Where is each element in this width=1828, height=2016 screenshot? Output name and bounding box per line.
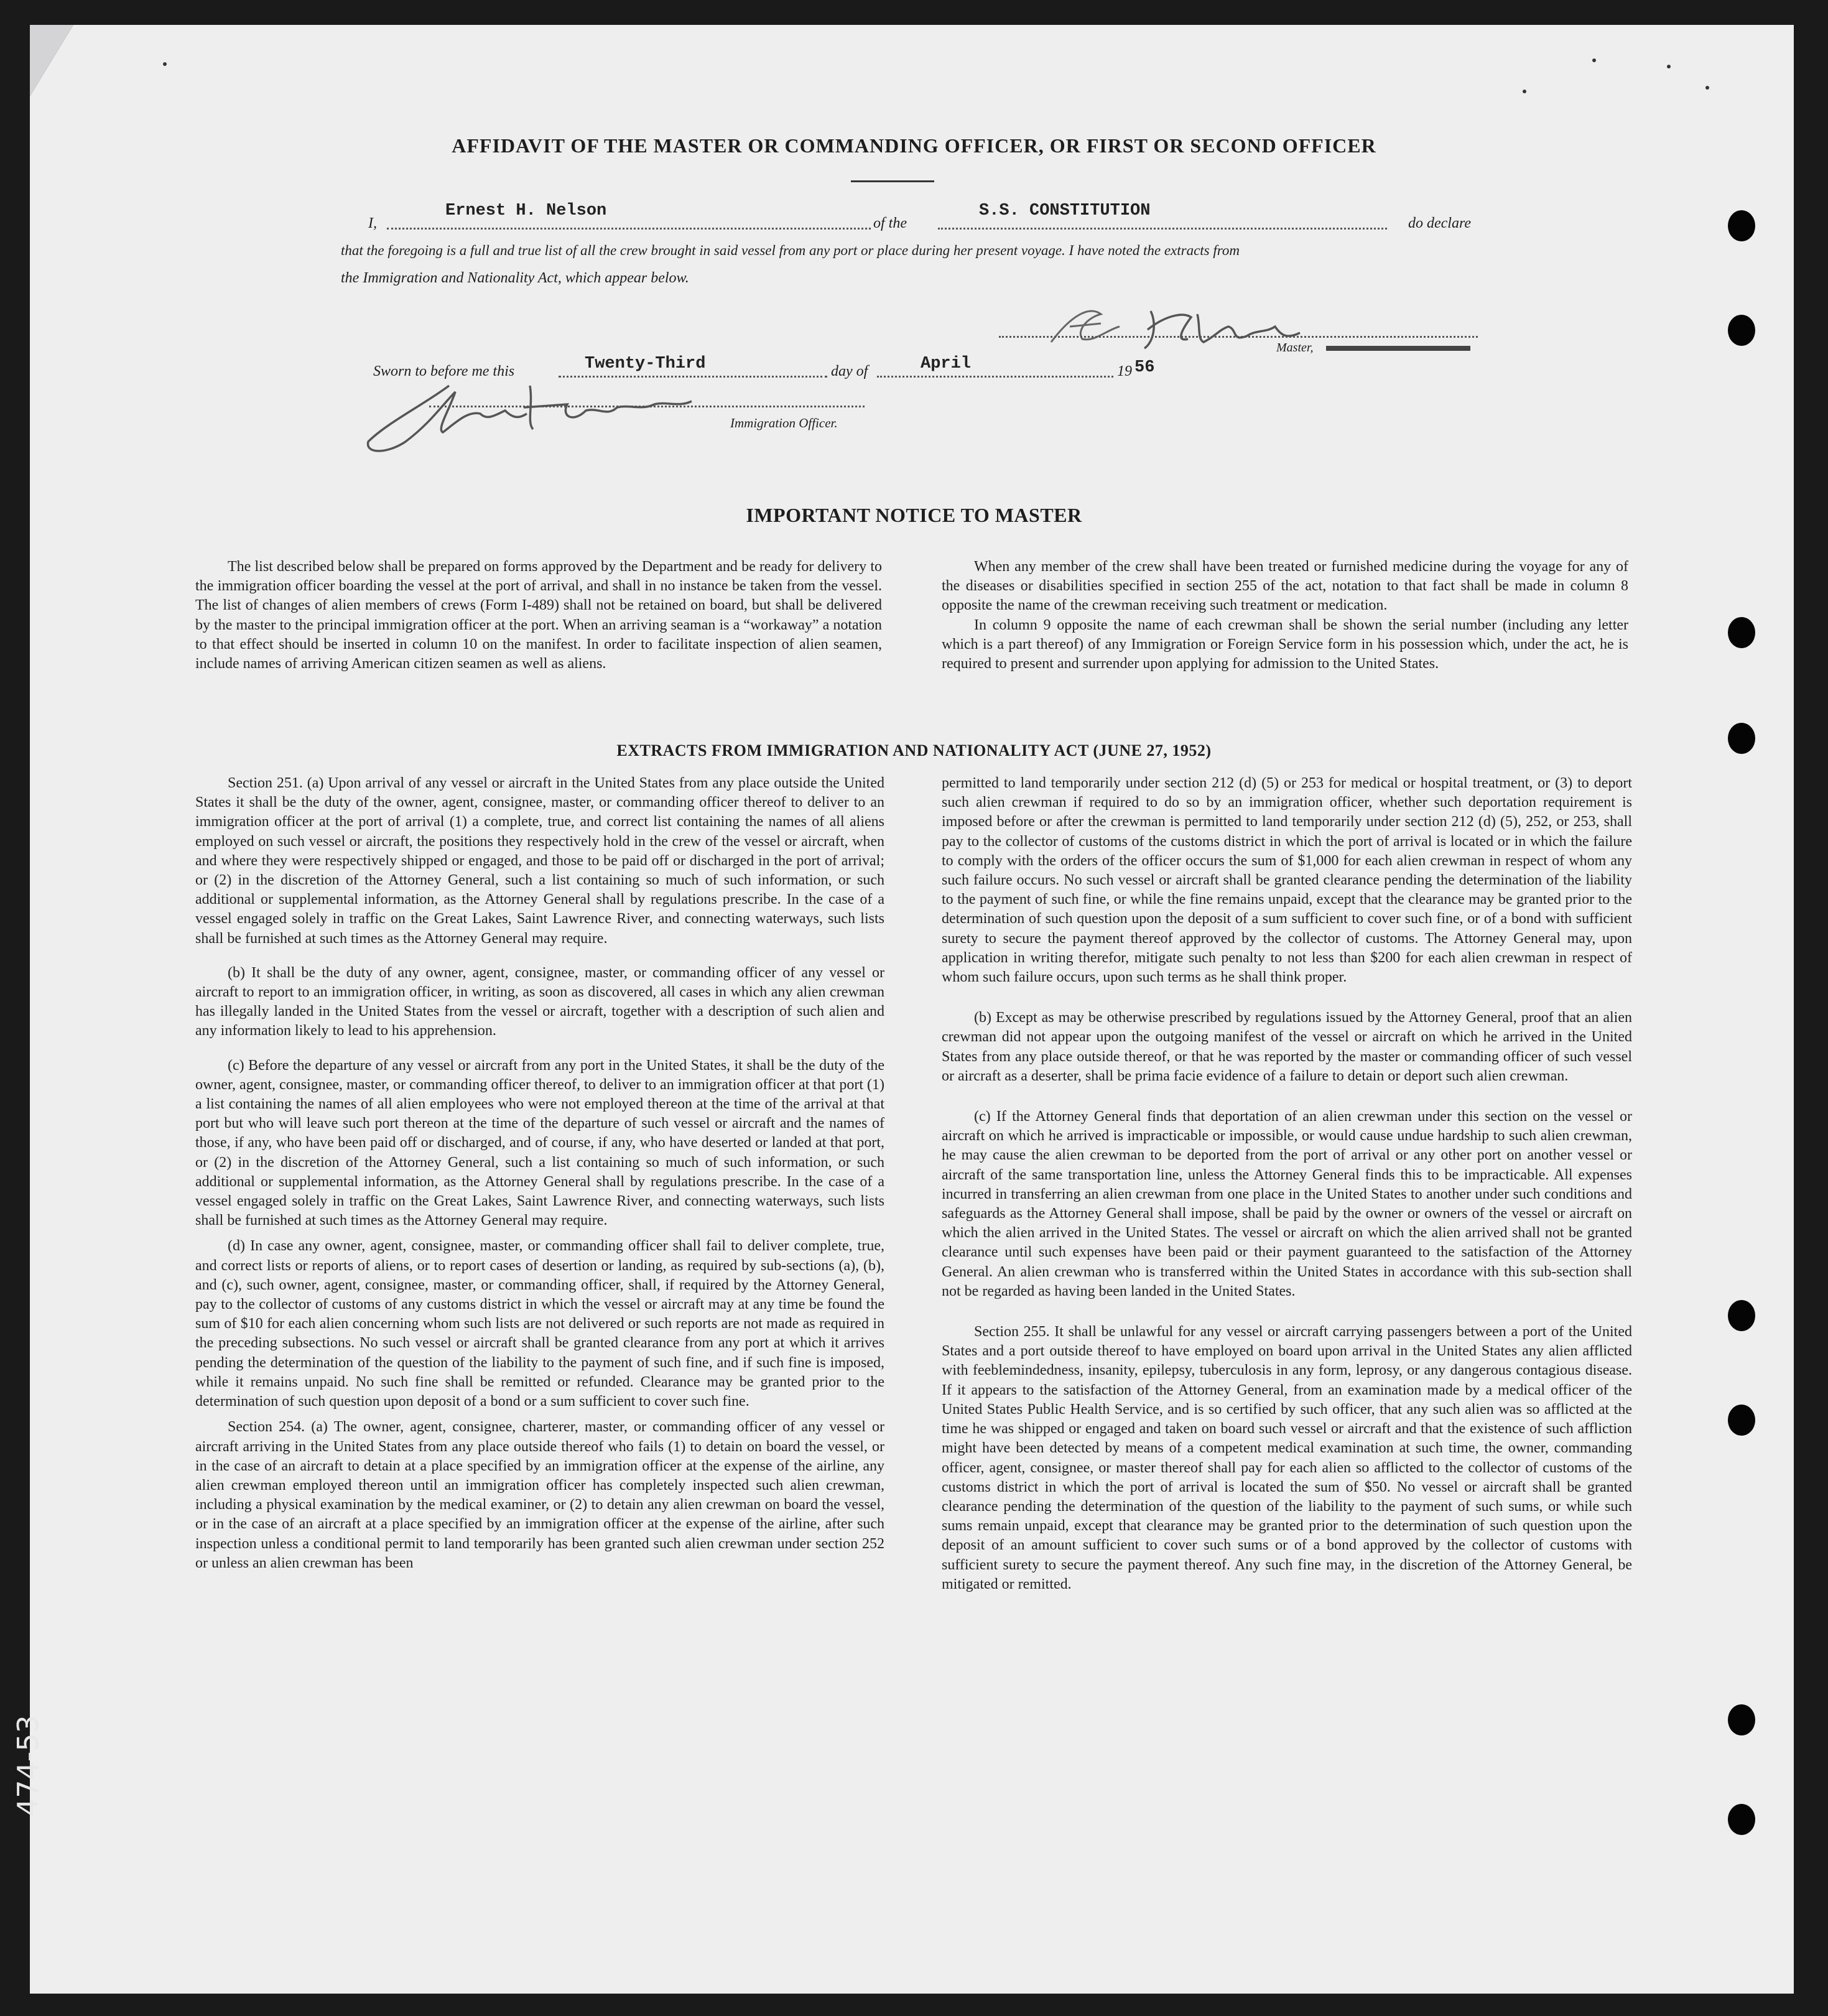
speck xyxy=(1523,90,1526,93)
speck xyxy=(1667,65,1671,68)
notice-left-paragraph: The list described below shall be prepared on forms approved by the Department and be ready for delivery to the immigration officer boarding the vessel at the port of arrival, and shall in no instance be taken from the vessel. The list of changes of alien members of crews (Form I-489) shall not be retained on board, but shall be delivered by the master to the principal immigration officer at the port. When an arriving seaman is a “workaway” a notation to that effect should be inserted in column 10 on the manifest. In order to facilitate inspection of alien seamen, include names of arriving American citizen seamen as well as aliens. xyxy=(195,559,882,672)
declaration-line-2: the Immigration and Nationality Act, which appear below. xyxy=(341,270,689,286)
sworn-day-field[interactable]: Twenty-Third xyxy=(585,355,706,373)
section-254b: (b) Except as may be otherwise prescribed by regulations issued by the Attorney General, proof that an alien crewman did not appear upon the outgoing manifest of the vessel or aircraft on which he arrived in the United States from any place outside thereof, or that he was reported by the master or commanding officer of such vessel or aircraft as a deserter, shall be prima facie evidence of a failure to detain or deport such alien crewman. xyxy=(942,1010,1632,1084)
year-field[interactable]: 56 xyxy=(1134,358,1155,377)
extracts-title: EXTRACTS FROM IMMIGRATION AND NATIONALITY ACT (JUNE 27, 1952) xyxy=(616,741,1212,759)
punch-hole xyxy=(1728,210,1755,241)
extracts-left-column xyxy=(195,774,884,1573)
punch-hole xyxy=(1728,617,1755,648)
section-251b: (b) It shall be the duty of any owner, agent, consignee, master, or commanding officer of any vessel or aircraft to report to an immigration officer, in writing, as soon as discovered, all cases in which any alien crewman has illegally landed in the United States from the vessel or aircraft, together with a description of such alien and any information likely to lead to his apprehension. xyxy=(195,964,884,1039)
i-label: I, xyxy=(368,215,377,231)
of-the-label: of the xyxy=(873,215,907,231)
year-prefix: 19 xyxy=(1117,363,1132,379)
section-251d: (d) In case any owner, agent, consignee, master, or commanding officer shall fail to deliver complete, true, and correct lists or reports of aliens, or to report cases of desertion or landing, as required by sub-sections (a), (b), and (c), such owner, agent, consignee, master, or commanding officer, shall, if required by the Attorney General, pay to the collector of customs of any customs district in which the vessel or aircraft may at any time be found the sum of $10 for each alien concerning whom such lists are not delivered or such reports are not made as required in the preceding subsections. No such vessel or aircraft shall be granted clearance from any port at which it arrives pending the determination of the question of the liability to the payment of such fine, and if such fine is imposed, while it remains unpaid. No such fine shall be remitted or refunded. Clearance may be granted prior to the determination of such question upon deposit of a bond or a sum sufficient to cover such fine. xyxy=(195,1238,884,1410)
day-of-label: day of xyxy=(831,363,868,379)
section-254a-continued: permitted to land temporarily under section 212 (d) (5) or 253 for medical or hospital treatment, or (3) to deport such alien crewman if required to do so by an immigration officer, whether such deportation requirement is imposed before or after the crewman is permitted to land temporarily under section 212 (d) (5), 252, or 253, shall pay to the collector of customs of the customs district in which the port of arrival is located or in which the failure to comply with the orders of the officer occurs the sum of $1,000 for each alien crewman in respect of whom any such failure occurs. No such vessel or aircraft shall be granted clearance pending the determination of the liability to the payment of such fine, or while the fine remains unpaid, except that the clearance may be granted prior to the determination of such question upon the deposit of a sum sufficient to cover such fine, or of a bond with sufficient surety to secure the payment thereof approved by the collector of customs. The Attorney General may, upon application in writing therefor, mitigate such penalty to not less than $200 for each alien crewman in respect of whom such failure occurs, upon such terms as he shall think proper. xyxy=(942,775,1632,986)
punch-hole xyxy=(1728,1704,1755,1735)
notice-right-column xyxy=(942,557,1628,674)
speck xyxy=(1705,86,1709,90)
officer-label: Immigration Officer. xyxy=(730,416,838,430)
punch-hole xyxy=(1728,1405,1755,1436)
struck-out-text xyxy=(1326,346,1470,351)
master-label: Master, xyxy=(1276,341,1314,355)
notice-left-column xyxy=(195,557,882,674)
month-field[interactable]: April xyxy=(921,355,972,373)
section-251c: (c) Before the departure of any vessel or aircraft from any port in the United States, it shall be the duty of the owner, agent, consignee, master, or commanding officer thereof, to deliver to an immigration officer at that port (1) a list containing the names of all alien employees who were not employed thereon at the time of the arrival at that port but who will leave such port thereon at the time of the departure of such vessel or aircraft and the names of those, if any, who have been paid off or discharged, and of course, if any, who have deserted or landed at that port, or (2) in the discretion of the Attorney General, such a list containing so much of such information, or such additional or supplemental information, as the Attorney General shall by regulations prescribe. In the case of a vessel engaged solely in traffic on the Great Lakes, Saint Lawrence River, and connecting waterways, such lists shall be furnished at such times as the Attorney General may require. xyxy=(195,1057,884,1229)
master-name-field[interactable]: Ernest H. Nelson xyxy=(445,202,607,220)
punch-hole xyxy=(1728,1300,1755,1331)
margin-handwritten-note: 474-53 xyxy=(11,1715,45,1816)
officer-signature-icon xyxy=(362,373,760,460)
speck xyxy=(163,62,167,66)
vessel-line xyxy=(938,228,1387,230)
section-255: Section 255. It shall be unlawful for any vessel or aircraft carrying passengers between a port of the United States and a port outside thereof to have employed on board upon arrival in the United States any alien afflicted with feeblemindedness, insanity, epilepsy, tuberculosis in any form, leprosy, or any dangerous contagious disease. If it appears to the satisfaction of the Attorney General, from an examination made by a medical officer of the United States Public Health Service, and is so certified by such officer, that any such alien was so afflicted at the time he was shipped or engaged and taken on board such vessel or aircraft and that the existence of such affliction might have been detected by means of a competent medical examination at such time, the owner, commanding officer, agent, consignee, or master thereof shall pay for each alien so afflicted to the collector of customs of the customs district in which the port of arrival is located the sum of $50. No vessel or aircraft shall be granted clearance pending the determination of the question of the liability to the payment of such sums, or while such sums remain unpaid, except that clearance may be granted prior to the determination of such question upon the deposit of an amount sufficient to cover such sums or of a bond approved by the collector of customs with sufficient surety to secure the payment thereof. Any such fine may, in the discretion of the Attorney General, be mitigated or remitted. xyxy=(942,1324,1632,1592)
declaration-line-1: that the foregoing is a full and true list of all the crew brought in said vessel from any port or place during her present voyage. I have noted the extracts from xyxy=(341,243,1240,258)
section-254a: Section 254. (a) The owner, agent, consignee, charterer, master, or commanding officer of any vessel or aircraft arriving in the United States from any place outside thereof who fails (1) to detain on board the vessel, or in the case of an aircraft to detain at a place specified by an immigration officer at the expense of the airline, any alien crewman employed thereon until an immigration officer has completely inspected such alien crewman, including a physical examination by the medical examiner, or (2) to detain any alien crewman on board the vessel, or in the case of an aircraft at a place specified by an immigration officer at the expense of the airline, after such inspection unless a conditional permit to land temporarily has been granted such alien crewman under section 252 or unless an alien crewman has been xyxy=(195,1419,884,1571)
notice-right-paragraph-2: In column 9 opposite the name of each crewman shall be shown the serial number (including any letter which is a part thereof) of any Immigration or Foreign Service form in his possession which, under the act, he is required to present and surrender upon applying for admission to the United States. xyxy=(942,616,1628,672)
affidavit-title: AFFIDAVIT OF THE MASTER OR COMMANDING OFFICER, OR FIRST OR SECOND OFFICER xyxy=(452,134,1376,157)
vessel-name-field[interactable]: S.S. CONSTITUTION xyxy=(979,202,1151,220)
officer-signature-line xyxy=(429,406,865,407)
do-declare-label: do declare xyxy=(1408,215,1472,231)
month-line xyxy=(877,376,1113,378)
notice-right-paragraph-1: When any member of the crew shall have been treated or furnished medicine during the voyage for any of the diseases or disabilities specified in section 255 of the act, notation to that fact shall be made in column 8 opposite the name of the crewman receiving such treatment or medication. xyxy=(942,559,1628,614)
punch-hole xyxy=(1728,1804,1755,1835)
title-underline xyxy=(851,180,934,182)
master-signature-line xyxy=(999,336,1478,338)
speck xyxy=(1592,58,1596,62)
sworn-label: Sworn to before me this xyxy=(373,363,515,379)
punch-hole xyxy=(1728,315,1755,346)
section-251a: Section 251. (a) Upon arrival of any vessel or aircraft in the United States from any place outside the United States it shall be the duty of the owner, agent, consignee, master, or commanding officer thereof to deliver to an immigration officer at the port of arrival (1) a complete, true, and correct list containing the names of all aliens employed on such vessel or aircraft, the positions they respectively hold in the crew of the vessel or aircraft, when and where they were respectively shipped or engaged, and those to be paid off or discharged in the port of arrival; or (2) in the discretion of the Attorney General, such a list containing so much of such information, or such additional or supplemental information, as the Attorney General shall by regulations prescribe. In the case of a vessel engaged solely in traffic on the Great Lakes, Saint Lawrence River, and connecting waterways, such lists shall be furnished at such times as the Attorney General may require. xyxy=(195,775,884,947)
section-254c: (c) If the Attorney General finds that deportation of an alien crewman under this section on the vessel or aircraft on which he arrived is impracticable or impossible, or would cause undue hardship to such alien crewman, he may cause the alien crewman to be deported from the port of arrival or any other port on another vessel or aircraft of the same transportation line, unless the Attorney General finds this to be impracticable. All expenses incurred in transferring an alien crewman from one place in the United States to another under such conditions and safeguards as the Attorney General shall impose, shall be paid by the owner or owners of the vessel or aircraft on which the alien arrived in the United States. The vessel or aircraft on which the alien arrived shall not be granted clearance until such expenses have been paid or their payment guaranteed to the satisfaction of the Attorney General. An alien crewman who is transferred within the United States in accordance with this sub-section shall not be regarded as having been landed in the United States. xyxy=(942,1108,1632,1299)
extracts-right-column xyxy=(942,774,1632,1594)
notice-title: IMPORTANT NOTICE TO MASTER xyxy=(746,504,1082,526)
name-line xyxy=(387,228,871,230)
